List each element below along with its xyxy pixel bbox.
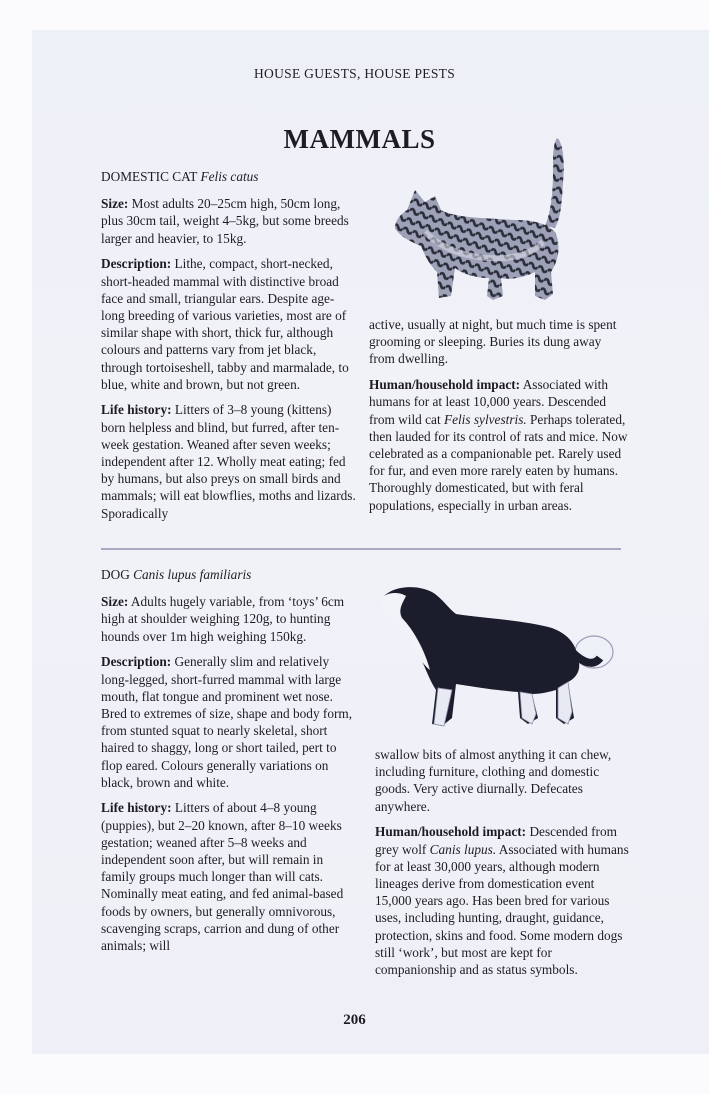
cat-size-text: Most adults 20–25cm high, 50cm long, plus 30cm tail, weight 4–5kg, but some breeds larger and heavier, to 15kg. bbox=[101, 196, 349, 246]
cat-impact-text-1: Associated with humans for at least 10,000 years. Descended from wild cat bbox=[369, 377, 609, 427]
cat-description-text: Lithe, compact, short-necked, short-headed mammal with distinctive broad face and small, triangular ears. Despite age-long breeding of various varieties, most are of similar shape with short, thick fur, although colours and patterns vary from jet black, through tortoiseshell, tabby and marmalade, to blue, white and brown, but not green. bbox=[101, 256, 349, 392]
cat-life-history bbox=[101, 401, 356, 521]
dog-entry-right-column bbox=[375, 746, 630, 987]
cat-common-name: DOMESTIC CAT bbox=[101, 169, 198, 184]
dog-illustration bbox=[372, 578, 618, 733]
dog-impact-text-2: Associated with humans for at least 30,000 years, although modern lineages derive from domestication event 15,000 years ago. Has been bred for various uses, including hunting, draught, guidance, protection, skins and food. Some modern dogs still ‘work’, but most are kept for companionship and as status symbols. bbox=[375, 841, 629, 977]
dog-impact-text-1: Descended from grey wolf bbox=[375, 824, 617, 857]
cat-figure bbox=[395, 138, 564, 300]
dog-description bbox=[101, 653, 356, 791]
dog-latin-name: Canis lupus familiaris bbox=[133, 567, 252, 582]
cat-illustration bbox=[385, 132, 580, 308]
dog-common-name: DOG bbox=[101, 567, 130, 582]
dog-life-history-continued: swallow bits of almost anything it can chew, including furniture, clothing and domestic goods. Very active diurnally. Defecates anywhere. bbox=[375, 747, 612, 814]
cat-description bbox=[101, 255, 356, 393]
cat-impact bbox=[369, 376, 629, 514]
cat-impact-latin: Felis sylvestris. bbox=[443, 411, 527, 427]
dog-size bbox=[101, 593, 356, 645]
dog-size-text: Adults hugely variable, from ‘toys’ 6cm high at shoulder weighing 120g, to hunting hounds over 1m high weighing 150kg. bbox=[101, 594, 345, 644]
dog-impact-latin: Canis lupus. bbox=[429, 841, 497, 857]
dog-life-history-text: Litters of about 4–8 young (puppies), but 2–20 known, after 8–10 weeks gestation; weaned after 5–8 weeks and independent soon after, but will remain in family groups much longer than will cats. Nominally meat eating, and fed animal-based foods by owners, but generally omnivorous, scavenging scraps, carrion and dung of other animals; will bbox=[101, 800, 344, 954]
dog-description-text: Generally slim and relatively long-legged, short-furred mammal with large mouth, flat tongue and prominent wet nose. Bred to extremes of size, shape and body form, from stunted squat to nearly skeletal, short haired to shaggy, long or short tailed, pert to flop eared. Colours generally variations on black, brown and white. bbox=[101, 654, 353, 790]
dog-size-label: Size: bbox=[101, 594, 129, 610]
running-head: HOUSE GUESTS, HOUSE PESTS bbox=[253, 66, 456, 81]
cat-life-history-continued: active, usually at night, but much time is spent grooming or sleeping. Buries its dung away from dwelling. bbox=[369, 317, 617, 367]
dog-impact-label: Human/household impact: bbox=[375, 824, 527, 840]
cat-species-heading bbox=[101, 168, 356, 185]
cat-life-history-label: Life history: bbox=[101, 402, 172, 418]
page-title: MAMMALS bbox=[283, 124, 436, 154]
section-divider bbox=[101, 548, 621, 550]
cat-description-label: Description: bbox=[101, 256, 172, 272]
cat-impact-label: Human/household impact: bbox=[369, 377, 521, 393]
cat-life-history-text: Litters of 3–8 young (kittens) born helpless and blind, but furred, after ten-week gestation. Weaned after seven weeks; independent after 12. Wholly meat eating; fed by humans, but also preys on small birds and mammals; will eat blowflies, moths and lizards. Sporadically bbox=[101, 402, 356, 521]
cat-entry-left-column bbox=[101, 168, 356, 530]
dog-life-history-label: Life history: bbox=[101, 800, 172, 816]
cat-entry-right-column bbox=[369, 316, 629, 522]
dog-impact bbox=[375, 823, 630, 978]
dog-life-history bbox=[101, 799, 356, 954]
cat-latin-name: Felis catus bbox=[200, 169, 259, 184]
page-number: 206 bbox=[343, 1012, 366, 1028]
dog-description-label: Description: bbox=[101, 654, 172, 670]
cat-size bbox=[101, 195, 356, 247]
dog-entry-left-column bbox=[101, 566, 356, 963]
dog-species-heading bbox=[101, 566, 356, 583]
cat-impact-text-2: Perhaps tolerated, then lauded for its control of rats and mice. Now celebrated as a companionable pet. Rarely used for fur, and even more rarely eaten by humans. Thoroughly domesticated, but with feral populations, especially in urban areas. bbox=[369, 411, 628, 513]
dog-figure bbox=[382, 587, 613, 726]
cat-size-label: Size: bbox=[101, 196, 129, 212]
